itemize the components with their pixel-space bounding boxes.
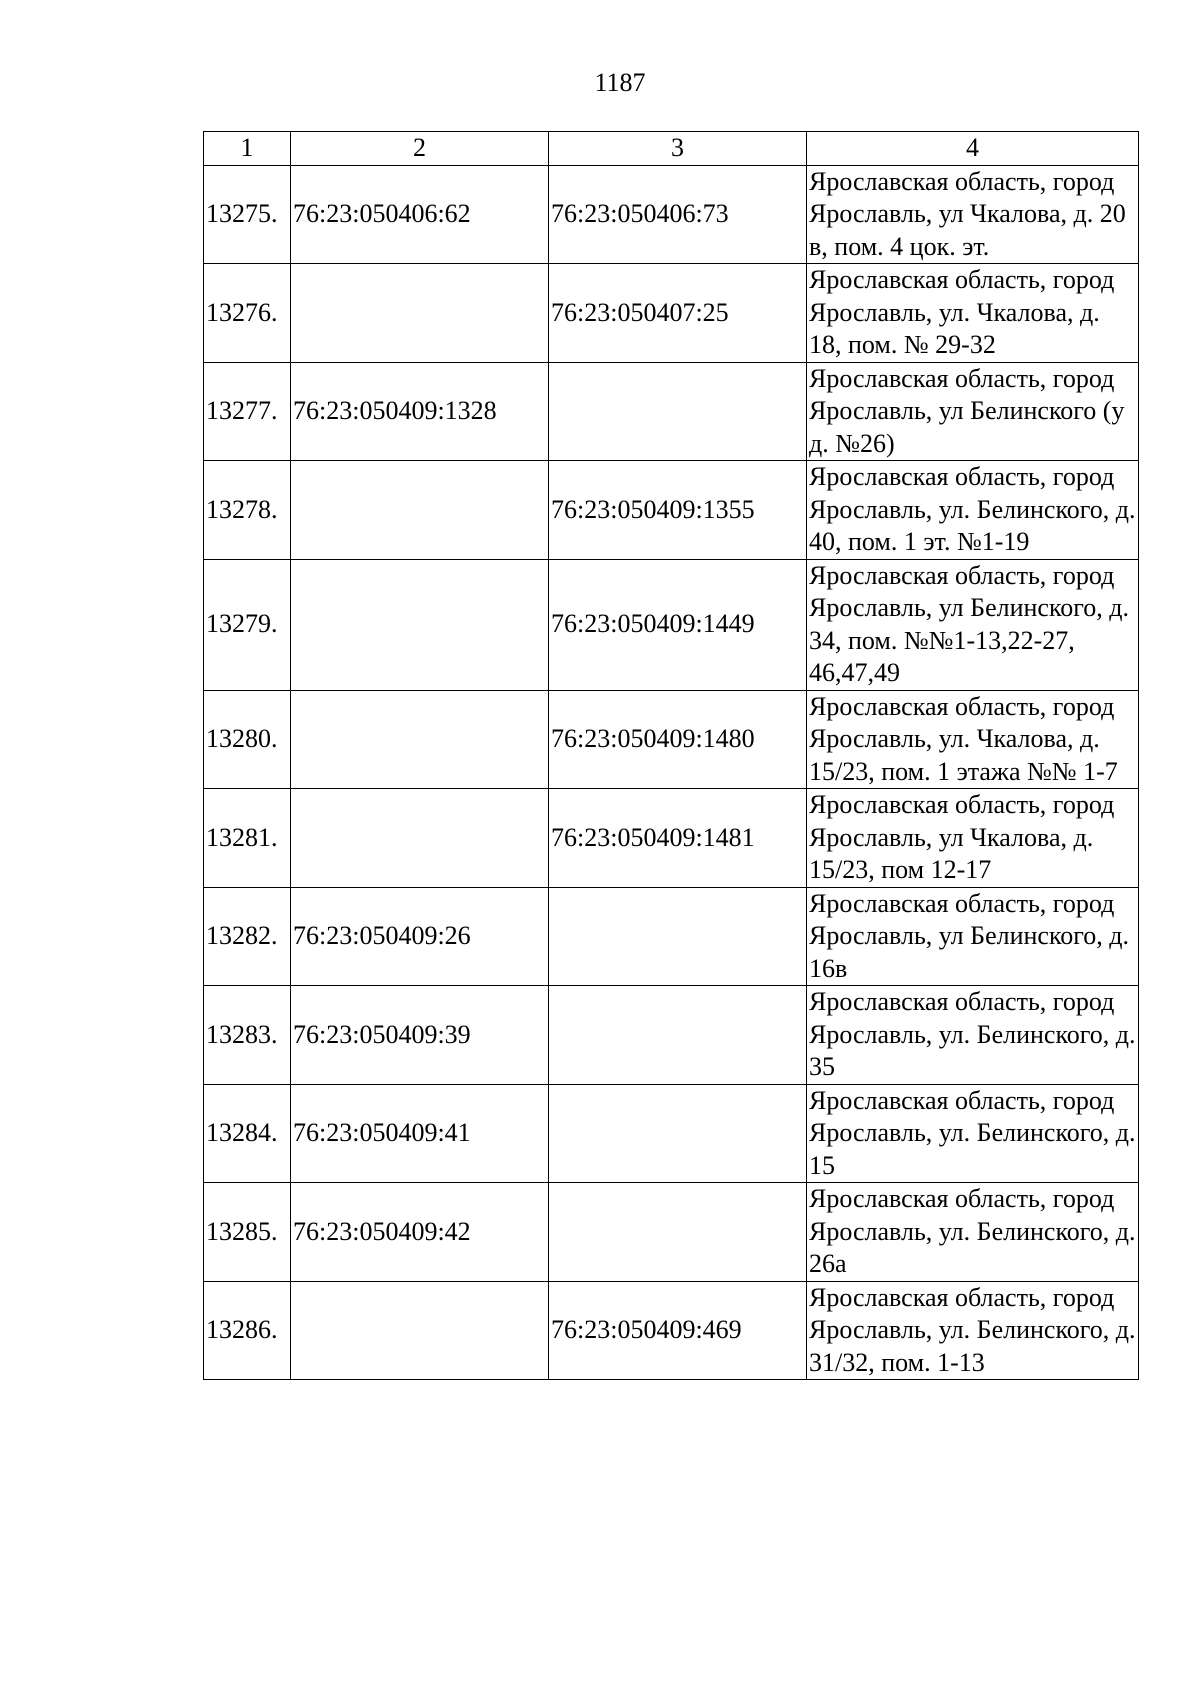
table-row: [204, 264, 1139, 363]
address-cell: Ярославская область, город Ярославль, ул Чкалова, д. 20 в, пом. 4 цок. эт.: [807, 165, 1139, 264]
table-row: [204, 690, 1139, 789]
row-number: 13277.: [204, 362, 291, 461]
address-cell: Ярославская область, город Ярославль, ул Белинского, д. 34, пом. №№1-13,22-27, 46,47,49: [807, 559, 1139, 690]
table-row: [204, 887, 1139, 986]
cadastral-number-col3: 76:23:050406:73: [549, 165, 807, 264]
table-row: [204, 1281, 1139, 1380]
cadastral-number-col3: 76:23:050407:25: [549, 264, 807, 363]
table-row: [204, 559, 1139, 690]
row-number: 13279.: [204, 559, 291, 690]
column-header-3: 3: [549, 132, 807, 166]
address-cell: Ярославская область, город Ярославль, ул. Белинского, д. 26а: [807, 1183, 1139, 1282]
table-row: [204, 362, 1139, 461]
row-number: 13283.: [204, 986, 291, 1085]
column-header-2: 2: [291, 132, 549, 166]
page-number: 1187: [594, 68, 646, 97]
cadastral-number-col2: [291, 1281, 549, 1380]
cadastral-number-col3: 76:23:050409:1449: [549, 559, 807, 690]
address-cell: Ярославская область, город Ярославль, ул. Белинского, д. 31/32, пом. 1-13: [807, 1281, 1139, 1380]
table-row: [204, 1084, 1139, 1183]
row-number: 13284.: [204, 1084, 291, 1183]
cadastral-number-col2: [291, 264, 549, 363]
table-row: [204, 986, 1139, 1085]
row-number: 13286.: [204, 1281, 291, 1380]
cadastral-number-col3: 76:23:050409:1480: [549, 690, 807, 789]
table-row: [204, 1183, 1139, 1282]
table-row: [204, 165, 1139, 264]
row-number: 13285.: [204, 1183, 291, 1282]
table-row: [204, 789, 1139, 888]
address-cell: Ярославская область, город Ярославль, ул Белинского, д. 16в: [807, 887, 1139, 986]
address-cell: Ярославская область, город Ярославль, ул. Белинского, д. 40, пом. 1 эт. №1-19: [807, 461, 1139, 560]
column-header-4: 4: [807, 132, 1139, 166]
row-number: 13281.: [204, 789, 291, 888]
cadastral-number-col3: 76:23:050409:469: [549, 1281, 807, 1380]
row-number: 13278.: [204, 461, 291, 560]
cadastral-number-col2: 76:23:050409:42: [291, 1183, 549, 1282]
column-header-1: 1: [204, 132, 291, 166]
address-cell: Ярославская область, город Ярославль, ул. Чкалова, д. 15/23, пом. 1 этажа №№ 1-7: [807, 690, 1139, 789]
table-header-row: [204, 132, 1139, 166]
cadastral-number-col2: [291, 789, 549, 888]
cadastral-number-col3: [549, 1084, 807, 1183]
row-number: 13276.: [204, 264, 291, 363]
cadastral-number-col2: 76:23:050409:1328: [291, 362, 549, 461]
cadastral-number-col2: 76:23:050409:41: [291, 1084, 549, 1183]
address-cell: Ярославская область, город Ярославль, ул. Белинского, д. 35: [807, 986, 1139, 1085]
cadastral-number-col3: [549, 986, 807, 1085]
address-cell: Ярославская область, город Ярославль, ул. Чкалова, д. 18, пом. № 29-32: [807, 264, 1139, 363]
cadastral-number-col3: 76:23:050409:1481: [549, 789, 807, 888]
cadastral-number-col2: 76:23:050409:39: [291, 986, 549, 1085]
cadastral-number-col2: [291, 690, 549, 789]
address-cell: Ярославская область, город Ярославль, ул. Белинского, д. 15: [807, 1084, 1139, 1183]
cadastral-number-col3: [549, 1183, 807, 1282]
cadastral-number-col3: [549, 887, 807, 986]
cadastral-number-col3: [549, 362, 807, 461]
address-cell: Ярославская область, город Ярославль, ул Белинского (у д. №26): [807, 362, 1139, 461]
row-number: 13282.: [204, 887, 291, 986]
table-row: [204, 461, 1139, 560]
cadastral-number-col2: 76:23:050409:26: [291, 887, 549, 986]
cadastral-number-col3: 76:23:050409:1355: [549, 461, 807, 560]
cadastral-number-col2: 76:23:050406:62: [291, 165, 549, 264]
registry-table: [203, 131, 1139, 1380]
row-number: 13275.: [204, 165, 291, 264]
cadastral-number-col2: [291, 559, 549, 690]
row-number: 13280.: [204, 690, 291, 789]
cadastral-number-col2: [291, 461, 549, 560]
address-cell: Ярославская область, город Ярославль, ул Чкалова, д. 15/23, пом 12-17: [807, 789, 1139, 888]
